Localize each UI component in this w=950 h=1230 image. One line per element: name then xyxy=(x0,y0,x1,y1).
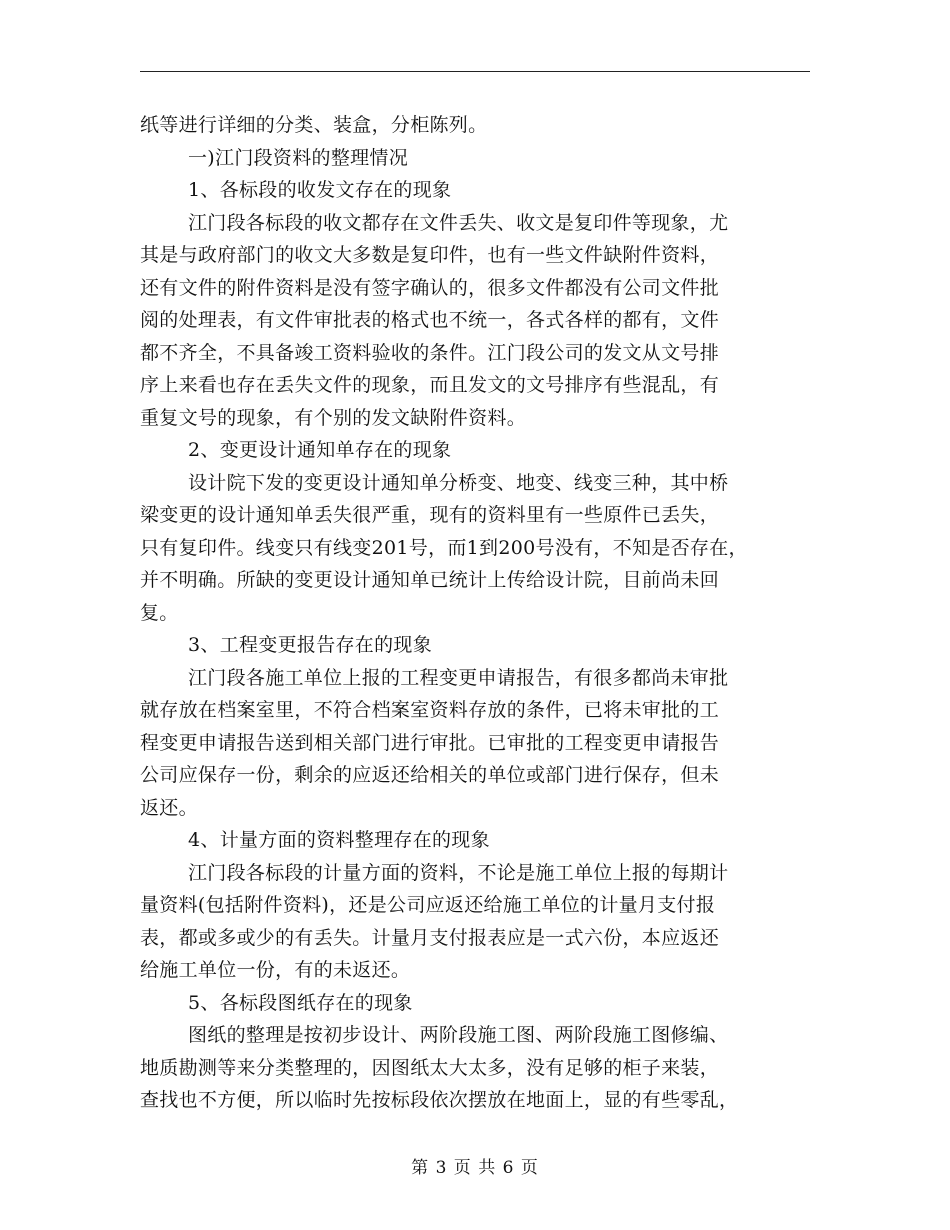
text-line: 地质勘测等来分类整理的，因图纸太大太多，没有足够的柜子来装， xyxy=(140,1056,720,1079)
section-heading: 5、各标段图纸存在的现象 xyxy=(188,991,413,1014)
text-line: 江门段各标段的收文都存在文件丢失、收文是复印件等现象，尤 xyxy=(188,211,729,234)
document-body xyxy=(140,109,810,1117)
header-rule xyxy=(140,71,810,72)
text-line: 返还。 xyxy=(140,796,198,819)
text-line: 给施工单位一份，有的未返还。 xyxy=(140,959,411,981)
text-line: 就存放在档案室里，不符合档案室资料存放的条件，已将未审批的工 xyxy=(140,699,720,721)
text-line: 还有文件的附件资料是没有签字确认的，很多文件都没有公司文件批 xyxy=(140,276,720,299)
text-line: 图纸的整理是按初步设计、两阶段施工图、两阶段施工图修编、 xyxy=(188,1024,729,1046)
text-line: 查找也不方便，所以临时先按标段依次摆放在地面上，显的有些零乱， xyxy=(140,1089,739,1111)
text-line: 其是与政府部门的收文大多数是复印件，也有一些文件缺附件资料， xyxy=(140,244,720,266)
text-line: 梁变更的设计通知单丢失很严重，现有的资料里有一些原件已丢失， xyxy=(140,504,720,526)
text-line: 江门段各标段的计量方面的资料，不论是施工单位上报的每期计 xyxy=(188,861,729,884)
section-heading: 4、计量方面的资料整理存在的现象 xyxy=(188,829,490,851)
text-line: 复。 xyxy=(140,601,179,624)
page-footer: 第 3 页 共 6 页 xyxy=(411,1158,539,1178)
text-line: 江门段各施工单位上报的工程变更申请报告，有很多都尚未审批 xyxy=(188,666,729,689)
section-heading: 1、各标段的收发文存在的现象 xyxy=(188,179,452,201)
text-line: 纸等进行详细的分类、装盒，分柜陈列。 xyxy=(140,114,488,136)
text-line: 都不齐全，不具备竣工资料验收的条件。江门段公司的发文从文号排 xyxy=(140,341,720,364)
text-line: 阅的处理表，有文件审批表的格式也不统一，各式各样的都有，文件 xyxy=(140,309,720,331)
text-line: 重复文号的现象，有个别的发文缺附件资料。 xyxy=(140,406,527,429)
text-line: 设计院下发的变更设计通知单分桥变、地变、线变三种，其中桥 xyxy=(188,471,729,494)
section-heading: 2、变更设计通知单存在的现象 xyxy=(188,439,452,461)
text-line: 并不明确。所缺的变更设计通知单已统计上传给设计院，目前尚未回 xyxy=(140,569,720,591)
text-line: 程变更申请报告送到相关部门进行审批。已审批的工程变更申请报告 xyxy=(140,731,720,754)
text-line: 量资料(包括附件资料)，还是公司应返还给施工单位的计量月支付报 xyxy=(140,894,716,916)
section-heading: 一)江门段资料的整理情况 xyxy=(188,146,409,169)
text-line: 只有复印件。线变只有线变201号，而1到200号没有，不知是否存在， xyxy=(140,536,748,559)
section-heading: 3、工程变更报告存在的现象 xyxy=(188,634,432,656)
text-line: 公司应保存一份，剩余的应返还给相关的单位或部门进行保存，但未 xyxy=(140,764,720,786)
text-line: 表，都或多或少的有丢失。计量月支付报表应是一式六份，本应返还 xyxy=(140,926,720,949)
text-line: 序上来看也存在丢失文件的现象，而且发文的文号排序有些混乱，有 xyxy=(140,374,720,396)
